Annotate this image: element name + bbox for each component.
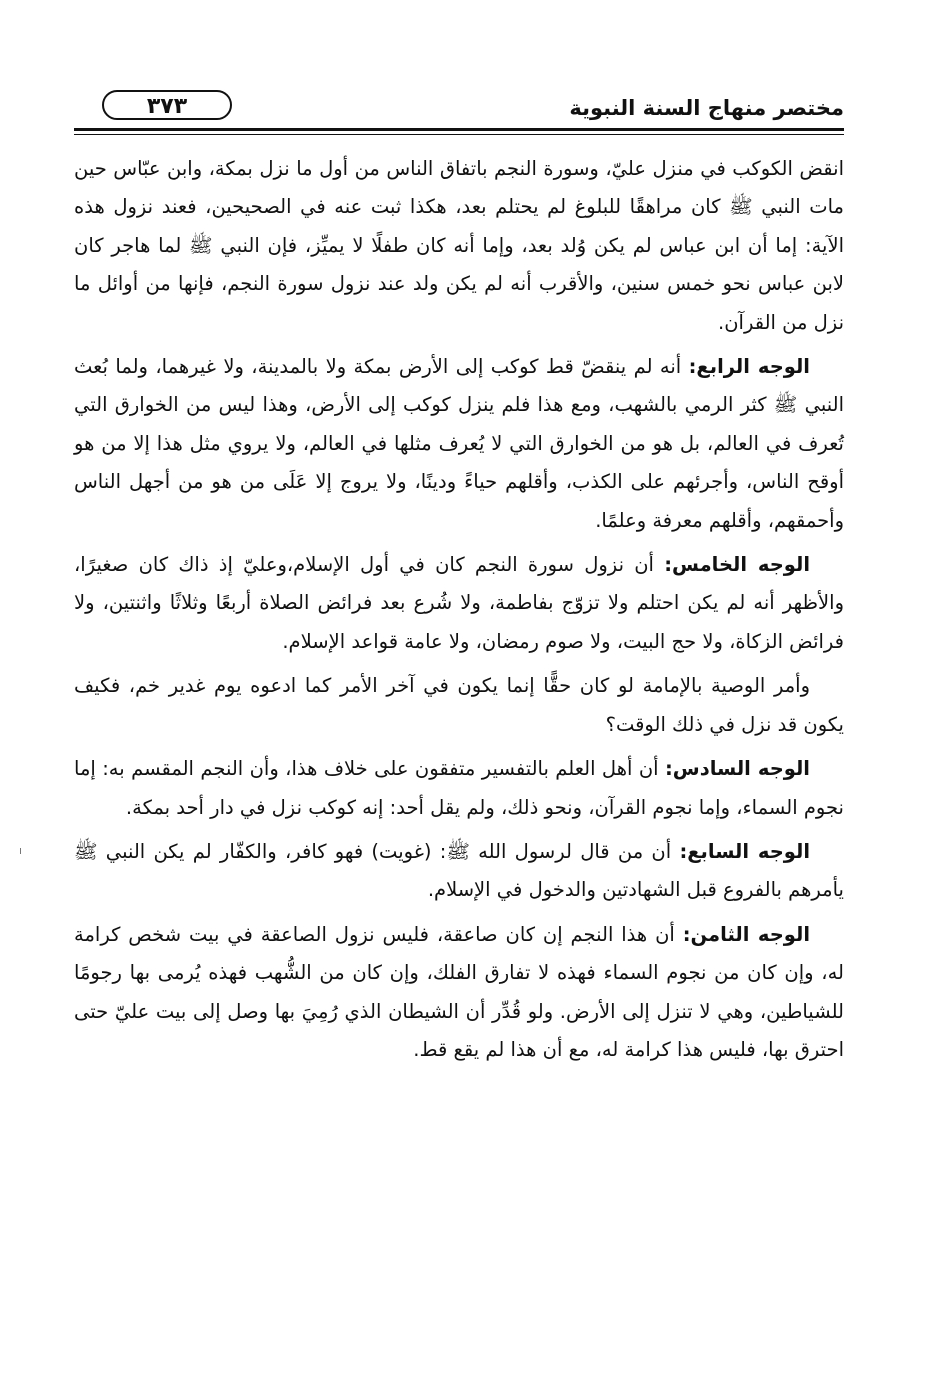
running-title: مختصر منهاج السنة النبوية <box>569 96 844 120</box>
paragraph-eighth-aspect <box>74 916 844 1070</box>
paragraph-1 <box>74 150 844 342</box>
paragraph-fourth-aspect <box>74 348 844 540</box>
section-label: الوجه الرابع: <box>688 355 810 379</box>
section-label: الوجه السابع: <box>679 839 811 863</box>
paragraph-text: أن من قال لرسول الله ﷺ: (غويت) فهو كافر، والكفّار لم يكن النبي ﷺ يأمرهم بالفروع قبل الشهادتين والدخول في الإسلام. <box>74 839 844 902</box>
page-number-badge: ٣٧٣ <box>102 90 232 120</box>
paragraph-sixth-aspect <box>74 750 844 827</box>
paragraph-text: أن هذا النجم إن كان صاعقة، فليس نزول الصاعقة في بيت شخص كرامة له، وإن كان من نجوم السماء فهذه لا تفارق الفلك، وإن كان من الشُّهب فهذه يُرمى بها رجومًا للشياطين، وهي لا تنزل إلى الأرض. ولو قُدِّر أن الشيطان الذي رُمِيَ بها وصل إلى بيت عليّ حتى احترق بها، فليس هذا كرامة له، مع أن هذا لم يقع قط. <box>74 922 844 1061</box>
scan-mark <box>20 848 21 854</box>
paragraph-text: وأمر الوصية بالإمامة لو كان حقًّا إنما يكون في آخر الأمر كما ادعوه يوم غدير خم، فكيف يكون قد نزل في ذلك الوقت؟ <box>74 674 844 736</box>
paragraph-text: أن نزول سورة النجم كان في أول الإسلام،وعليّ إذ ذاك كان صغيرًا، والأظهر أنه لم يكن احتلم ولا تزوّج بفاطمة، ولا شُرع بعد فرائض الصلاة أربعًا وثلاثًا واثنتين، ولا فرائض الزكاة، ولا حج البيت، ولا صوم رمضان، ولا عامة قواعد الإسلام. <box>74 553 844 653</box>
header-rule-thin <box>74 134 844 135</box>
section-label: الوجه الثامن: <box>682 922 810 946</box>
paragraph-text: أنه لم ينقضّ قط كوكب إلى الأرض بمكة ولا بالمدينة، ولا غيرهما، ولما بُعث النبي ﷺ كثر الرمي بالشهب، ومع هذا فلم ينزل كوكب إلى الأرض، وهذا ليس من الخوارق التي تُعرف في العالم، بل هو من الخوارق التي لا يُعرف مثلها في العالم، ولا يروي مثل هذا إلا من هو أوقح الناس، وأجرئهم على الكذب، وأقلهم حياءً ودينًا، ولا يروج إلا عَلَى من هو من أجهل الناس وأحمقهم، وأقلهم معرفة وعلمًا. <box>74 355 844 532</box>
section-label: الوجه السادس: <box>664 757 810 781</box>
paragraph-text: انقض الكوكب في منزل عليّ، وسورة النجم باتفاق الناس من أول ما نزل بمكة، وابن عبّاس حين مات النبي ﷺ كان مراهقًا للبلوغ لم يحتلم بعد، هكذا ثبت عنه في الصحيحين، فعند نزول هذه الآية: إما أن ابن عباس لم يكن وُلد بعد، وإما أنه كان طفلًا لا يميِّز، فإن النبي ﷺ لما هاجر كان لابن عباس نحو خمس سنين، والأقرب أنه لم يكن ولد عند نزول سورة النجم، فإنها من أوائل ما نزل من القرآن. <box>74 157 844 334</box>
section-label: الوجه الخامس: <box>664 553 811 577</box>
paragraph-seventh-aspect <box>74 833 844 910</box>
page-header <box>74 84 844 128</box>
paragraph-fifth-aspect <box>74 546 844 661</box>
body-text <box>74 150 844 1075</box>
paragraph-wasiyya <box>74 667 844 744</box>
header-rule <box>74 128 844 131</box>
paragraph-text: أن أهل العلم بالتفسير متفقون على خلاف هذا، وأن النجم المقسم به: إما نجوم السماء، وإما نجوم القرآن، ونحو ذلك، ولم يقل أحد: إنه كوكب نزل في دار أحد بمكة. <box>74 757 844 819</box>
